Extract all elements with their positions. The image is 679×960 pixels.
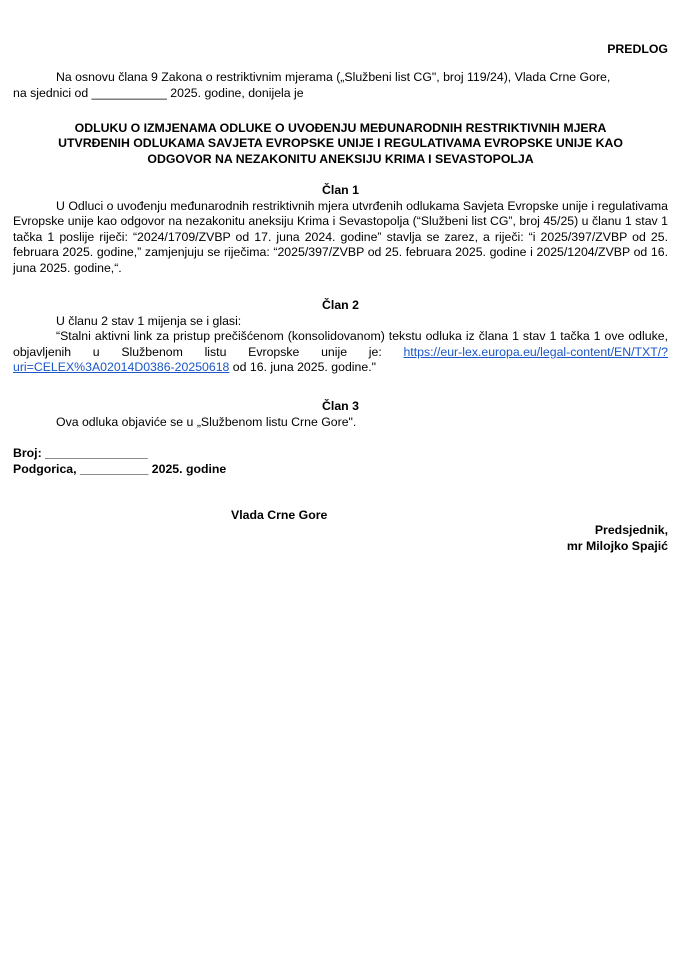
article-2-heading: Član 2 [322, 298, 359, 312]
article-3-heading: Član 3 [322, 399, 359, 413]
title-line-1: ODLUKU O IZMJENAMA ODLUKE O UVOĐENJU MEĐUNARODNIH RESTRIKTIVNIH MJERA [74, 121, 607, 135]
eur-lex-link[interactable]: https://eur-lex.europa.eu/legal-content/EN/TXT/?uri=CELEX%3A02014D0386-20250618 [13, 344, 668, 375]
draft-label: PREDLOG [607, 42, 668, 56]
place-date-field: Podgorica, __________ 2025. godine [13, 461, 227, 476]
preamble [13, 70, 668, 101]
article-1-text: U Odluci o uvođenju međunarodnih restriktivnih mjera utvrđenih odlukama Savjeta Evropske unije i regulativama Evropske unije kao odgovor na nezakonitu aneksiju Krima i Sevastopolja (“Službeni list CG”, broj 45/25) u članu 1 stav 1 tačka 1 poslije riječi: “2024/1709/ZVBP od 17. juna 2024. godine” stavlja se zarez, a riječi: “i 2025/397/ZVBP od 25. februara 2025. godine,” zamjenjuju se riječima: “2025/397/ZVBP od 25. februara 2025. godine i 2025/1204/ZVBP od 16. juna 2025. godine,“. [13, 198, 668, 275]
government-name: Vlada Crne Gore [231, 508, 328, 522]
preamble-line-2: na sjednici od ___________ 2025. godine, donijela je [13, 85, 304, 100]
article-2-text [13, 329, 668, 376]
title-line-2: UTVRĐENIH ODLUKAMA SAVJETA EVROPSKE UNIJE I REGULATIVAMA EVROPSKE UNIJE KAO [58, 136, 623, 151]
title-line-3: ODGOVOR NA NEZAKONITU ANEKSIJU KRIMA I SEVASTOPOLJA [147, 151, 534, 166]
article-3-text: Ova odluka objaviće se u „Službenom listu Crne Gore". [56, 414, 357, 429]
article-1-heading: Član 1 [322, 183, 359, 197]
article-3 [13, 399, 668, 430]
article-2-text-after: od 16. juna 2025. godine." [229, 360, 376, 375]
article-2-text-before: “Stalni aktivni link za pristup prečišćenom (konsolidovanom) tekstu odluka iz člana 1 stav 1 tačka 1 ove odluke, objavljenih u Službenom listu Evropske unije je: [13, 329, 668, 359]
president-title: Predsjednik, [594, 523, 668, 537]
president-name: mr Milojko Spajić [566, 538, 668, 553]
signature-block [567, 523, 668, 554]
article-1 [13, 183, 668, 277]
article-2 [13, 298, 668, 376]
number-field: Broj: _______________ [13, 446, 148, 460]
article-2-line-1: U članu 2 stav 1 mijenja se i glasi: [56, 313, 242, 328]
decision-title [13, 121, 668, 167]
reference-block [13, 446, 226, 477]
preamble-line-1: Na osnovu člana 9 Zakona o restriktivnim mjerama („Službeni list CG", broj 119/24), Vlada Crne Gore, [56, 70, 611, 84]
